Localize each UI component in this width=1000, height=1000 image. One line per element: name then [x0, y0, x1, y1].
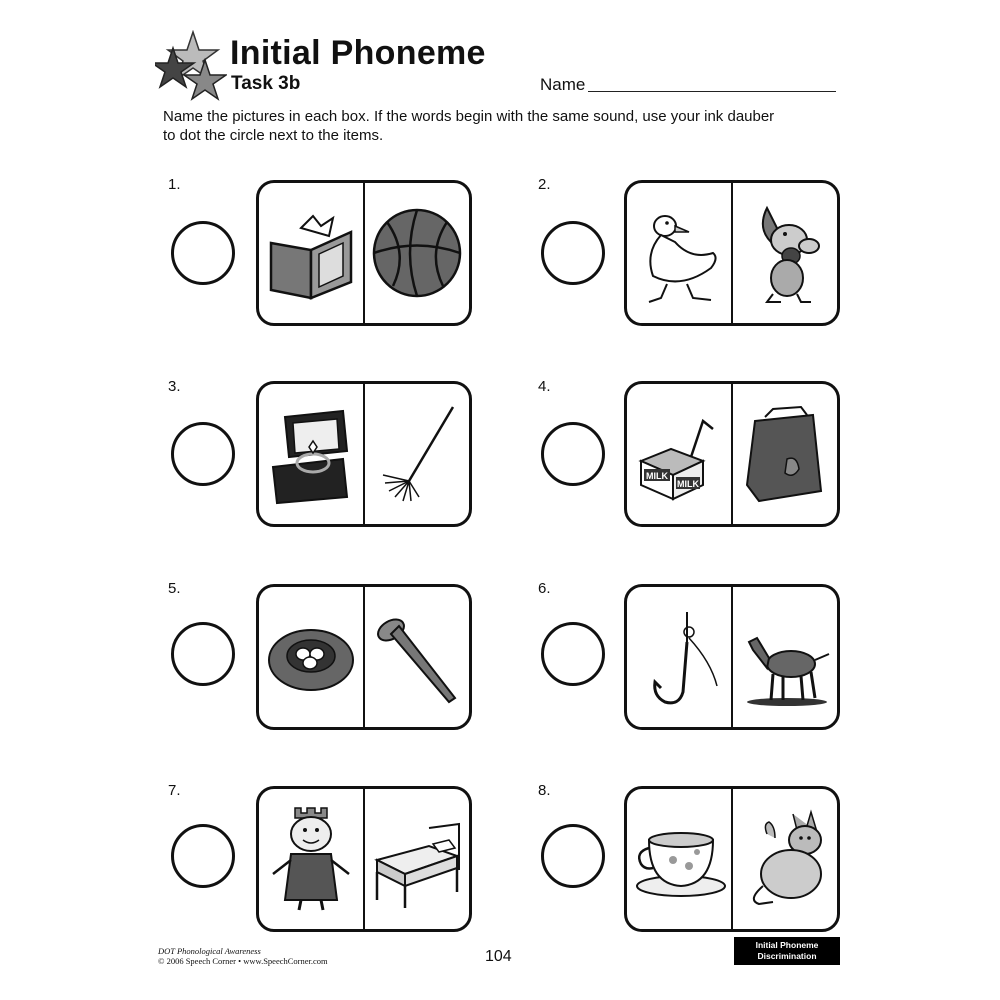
dot-circle-4[interactable]	[541, 422, 605, 486]
king-icon	[263, 804, 359, 914]
page-title: Initial Phoneme	[230, 34, 486, 72]
picture-duck	[627, 183, 733, 323]
page-subtitle: Task 3b	[231, 73, 301, 94]
milk-label: MILK	[646, 471, 668, 481]
name-field[interactable]	[588, 91, 836, 92]
picture-milk	[627, 384, 733, 524]
dot-circle-6[interactable]	[541, 622, 605, 686]
picture-teacup	[627, 789, 733, 929]
dot-circle-1[interactable]	[171, 221, 235, 285]
picture-card-8	[624, 786, 840, 932]
page-number: 104	[485, 948, 512, 965]
badge-line-1: Initial Phoneme	[755, 940, 819, 950]
picture-nail	[365, 587, 469, 727]
milk-label: MILK	[677, 479, 699, 489]
footer-badge	[734, 937, 840, 965]
picture-horse	[733, 587, 837, 727]
dot-circle-5[interactable]	[171, 622, 235, 686]
dot-circle-3[interactable]	[171, 422, 235, 486]
milk-carton-icon	[631, 399, 727, 509]
paper-bag-icon	[737, 399, 833, 509]
picture-dog	[733, 183, 837, 323]
book-title: DOT Phonological Awareness	[158, 946, 261, 956]
teacup-icon	[631, 804, 727, 914]
fish-hook-icon	[631, 602, 727, 712]
instructions	[163, 107, 853, 145]
ring-box-icon	[263, 399, 359, 509]
picture-card-5	[256, 584, 472, 730]
bed-icon	[369, 804, 465, 914]
cat-icon	[737, 804, 833, 914]
item-number: 5.	[168, 580, 181, 597]
item-number: 3.	[168, 378, 181, 395]
item-number: 2.	[538, 176, 551, 193]
picture-bag	[733, 384, 837, 524]
item-number: 1.	[168, 176, 181, 193]
picture-cat	[733, 789, 837, 929]
dog-icon	[737, 198, 833, 308]
dot-circle-8[interactable]	[541, 824, 605, 888]
nail-icon	[369, 602, 465, 712]
picture-ring	[259, 384, 365, 524]
dot-circle-7[interactable]	[171, 824, 235, 888]
picture-bed	[365, 789, 469, 929]
copyright: © 2006 Speech Corner • www.SpeechCorner.com	[158, 956, 328, 966]
picture-book	[259, 183, 365, 323]
picture-card-2	[624, 180, 840, 326]
item-number: 8.	[538, 782, 551, 799]
instructions-line-1: Name the pictures in each box. If the words begin with the same sound, use your ink dauber	[163, 108, 775, 125]
picture-nest	[259, 587, 365, 727]
instructions-line-2: to dot the circle next to the items.	[163, 127, 384, 144]
footer-credits	[158, 946, 328, 966]
nest-icon	[263, 602, 359, 712]
name-label: Name	[540, 75, 586, 94]
item-number: 7.	[168, 782, 181, 799]
picture-basketball	[365, 183, 469, 323]
book-icon	[263, 198, 359, 308]
picture-card-4	[624, 381, 840, 527]
item-number: 6.	[538, 580, 551, 597]
picture-card-6	[624, 584, 840, 730]
picture-card-3	[256, 381, 472, 527]
dot-circle-2[interactable]	[541, 221, 605, 285]
picture-rake	[365, 384, 469, 524]
picture-king	[259, 789, 365, 929]
badge-line-2: Discrimination	[757, 951, 817, 961]
duck-icon	[631, 198, 727, 308]
picture-card-7	[256, 786, 472, 932]
item-number: 4.	[538, 378, 551, 395]
picture-hook	[627, 587, 733, 727]
picture-card-1	[256, 180, 472, 326]
horse-icon	[737, 602, 833, 712]
stars-logo-icon	[155, 30, 227, 102]
rake-icon	[369, 399, 465, 509]
basketball-icon	[369, 198, 465, 308]
